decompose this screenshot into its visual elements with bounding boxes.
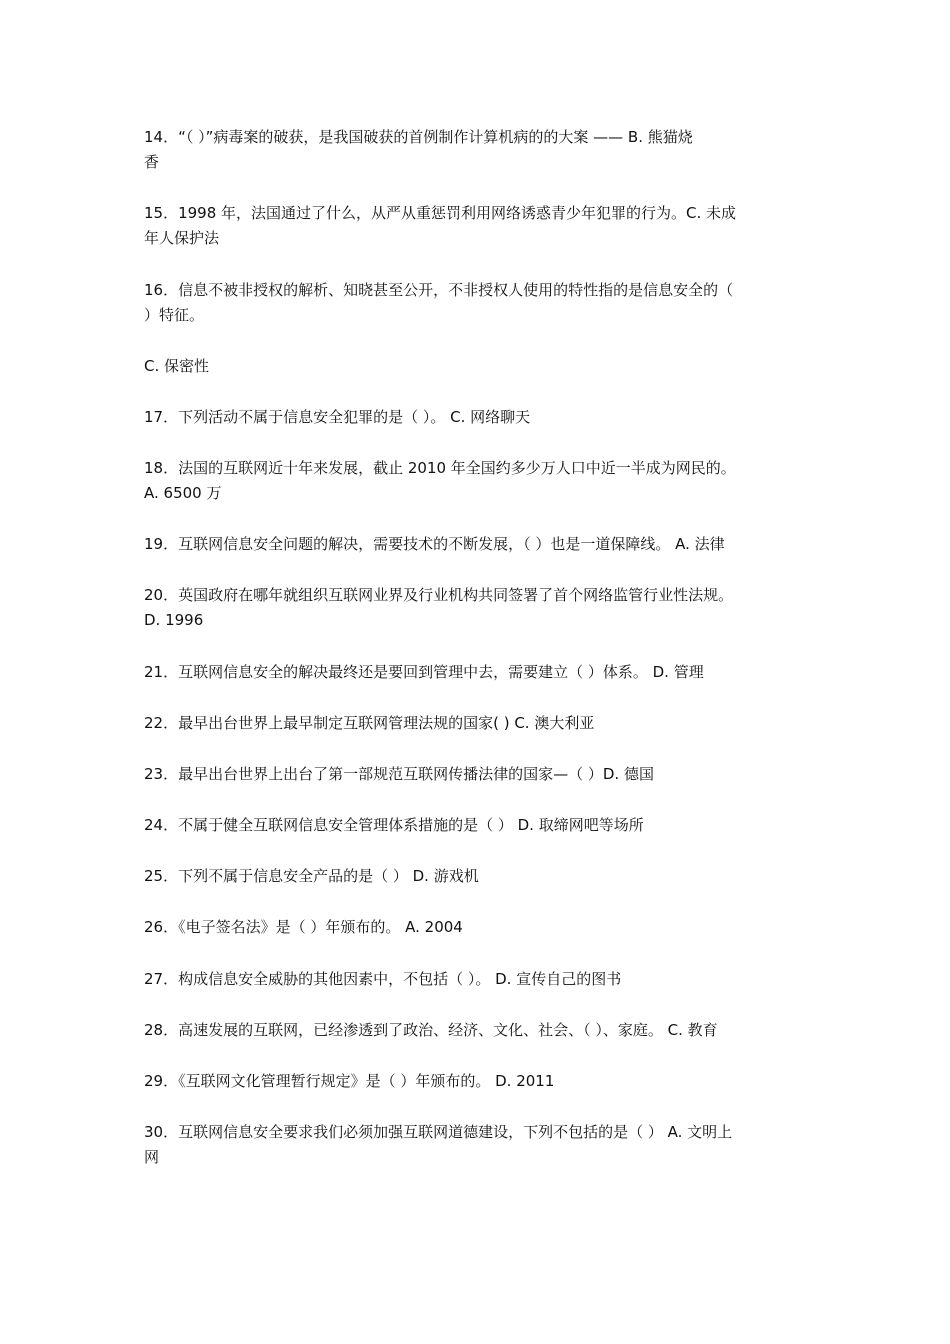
question-20-line1: 20．英国政府在哪年就组织互联网业界及行业机构共同签署了首个网络监管行业性法规。 xyxy=(144,586,734,604)
question-18 xyxy=(144,456,809,506)
question-21 xyxy=(144,660,809,685)
question-18-line1: 18．法国的互联网近十年来发展，截止 2010 年全国约多少万人口中近一半成为网民的。 xyxy=(144,459,736,477)
question-16-line2: ）特征。 xyxy=(144,306,205,324)
question-16-answer-text: C. 保密性 xyxy=(144,357,210,375)
question-24-text: 24．不属于健全互联网信息安全管理体系措施的是（ ） D. 取缔网吧等场所 xyxy=(144,816,644,834)
question-17-text: 17．下列活动不属于信息安全犯罪的是（ ）。 C. 网络聊天 xyxy=(144,408,531,426)
question-15-line2: 年人保护法 xyxy=(144,229,220,247)
question-16 xyxy=(144,278,809,328)
question-15-line1: 15．1998 年，法国通过了什么，从严从重惩罚利用网络诱惑青少年犯罪的行为。C. 未成 xyxy=(144,204,737,222)
question-14 xyxy=(144,125,809,175)
question-22 xyxy=(144,711,809,736)
question-30-line2: 网 xyxy=(144,1148,160,1166)
question-25-text: 25．下列不属于信息安全产品的是（ ） D. 游戏机 xyxy=(144,867,479,885)
question-26-text: 26．《电子签名法》是（ ）年颁布的。 A. 2004 xyxy=(144,918,463,936)
question-27 xyxy=(144,967,809,992)
question-28 xyxy=(144,1018,809,1043)
question-25 xyxy=(144,864,809,889)
question-29-text: 29．《互联网文化管理暂行规定》是（ ）年颁布的。 D. 2011 xyxy=(144,1072,555,1090)
question-24 xyxy=(144,813,809,838)
question-15 xyxy=(144,201,809,251)
question-20 xyxy=(144,583,809,633)
question-23-text: 23．最早出台世界上出台了第一部规范互联网传播法律的国家—（ ）D. 德国 xyxy=(144,765,654,783)
question-26 xyxy=(144,915,809,940)
question-28-text: 28．高速发展的互联网，已经渗透到了政治、经济、文化、社会、（ ）、家庭。 C. 教育 xyxy=(144,1021,718,1039)
question-27-text: 27．构成信息安全威胁的其他因素中，不包括（ ）。 D. 宣传自己的图书 xyxy=(144,970,622,988)
question-19-text: 19．互联网信息安全问题的解决，需要技术的不断发展，（ ）也是一道保障线。 A. 法律 xyxy=(144,535,725,553)
question-14-line2: 香 xyxy=(144,153,160,171)
question-19 xyxy=(144,532,809,557)
question-29 xyxy=(144,1069,809,1094)
question-20-line2: D. 1996 xyxy=(144,611,204,629)
question-16-answer xyxy=(144,354,809,379)
question-30-line1: 30．互联网信息安全要求我们必须加强互联网道德建设，下列不包括的是（ ） A. 文明上 xyxy=(144,1123,733,1141)
question-21-text: 21．互联网信息安全的解决最终还是要回到管理中去，需要建立（ ）体系。 D. 管理 xyxy=(144,663,704,681)
question-22-text: 22．最早出台世界上最早制定互联网管理法规的国家( ) C. 澳大利亚 xyxy=(144,714,595,732)
question-14-line1: 14．“（ ）”病毒案的破获，是我国破获的首例制作计算机病的的大案 —— B. 熊猫烧 xyxy=(144,128,693,146)
question-23 xyxy=(144,762,809,787)
question-16-line1: 16．信息不被非授权的解析、知晓甚至公开，不非授权人使用的特性指的是信息安全的（ xyxy=(144,281,734,299)
question-30 xyxy=(144,1120,809,1170)
question-17 xyxy=(144,405,809,430)
question-18-line2: A. 6500 万 xyxy=(144,484,222,502)
